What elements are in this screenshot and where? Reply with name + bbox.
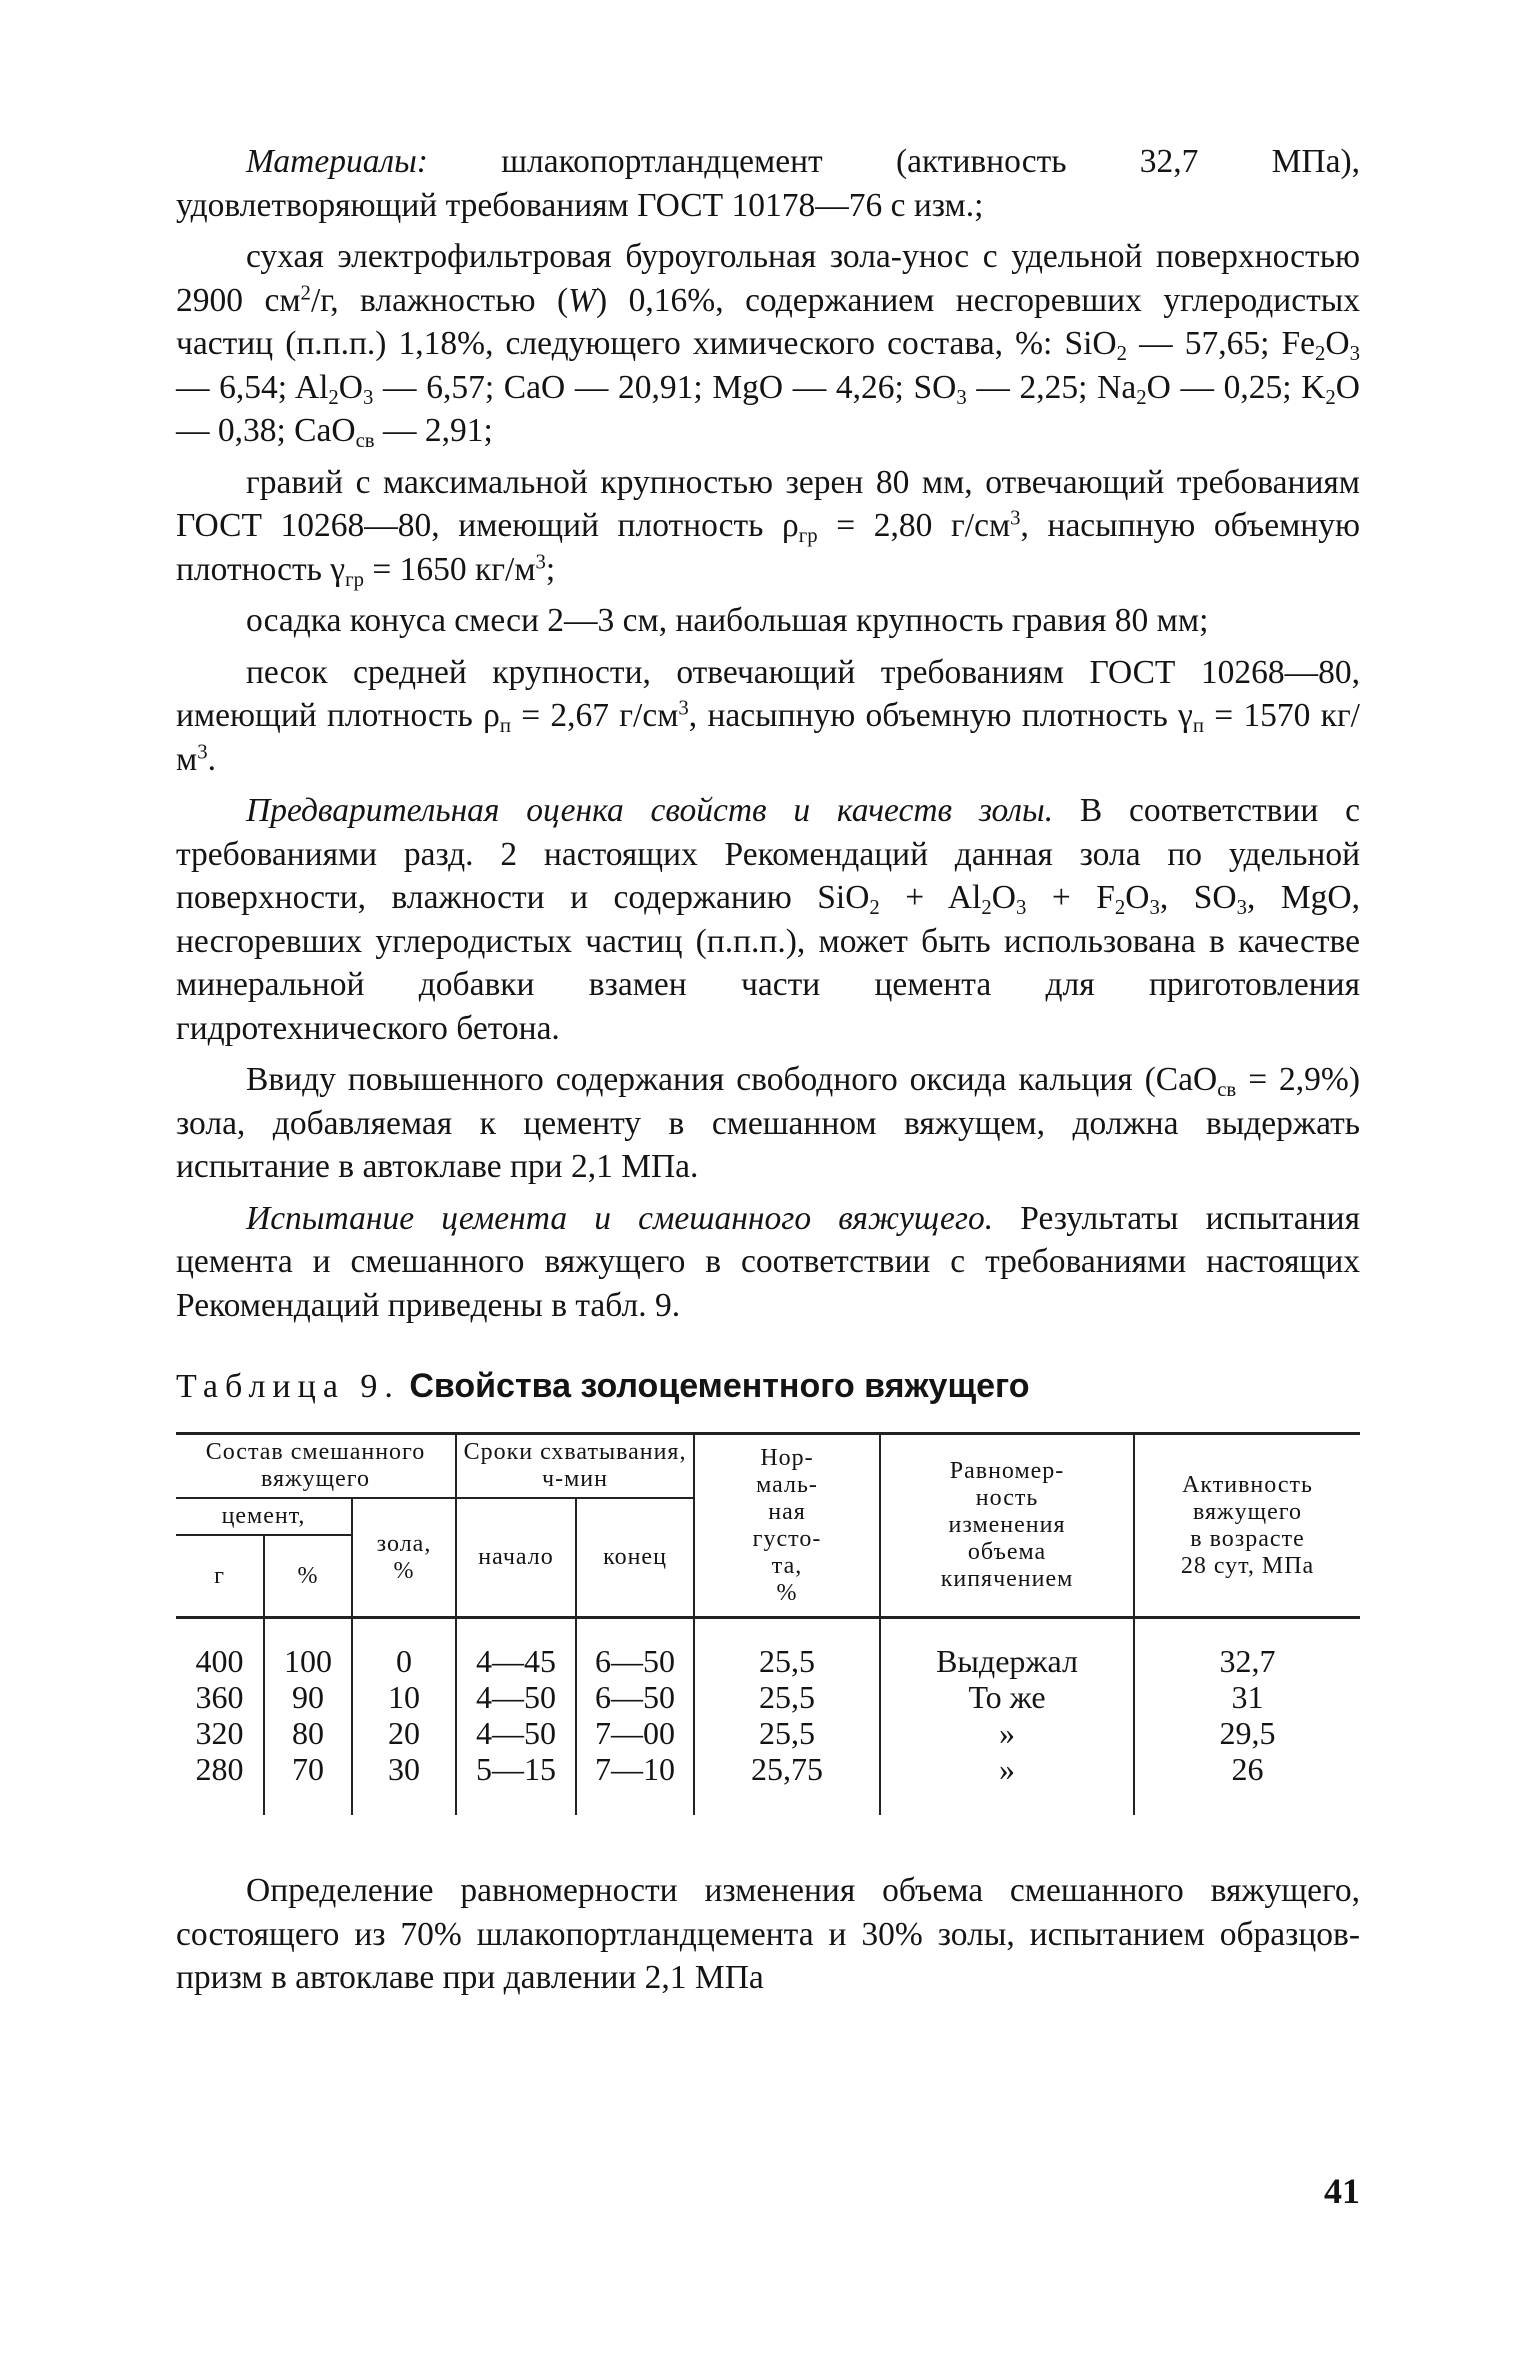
- cell-setting-start: 4—45 4—50 4—50 5—15: [456, 1618, 576, 1816]
- materials-label: Материалы:: [246, 143, 428, 180]
- header-cement-g: г: [176, 1535, 264, 1618]
- header-cement: цемент,: [176, 1498, 352, 1535]
- header-ash: зола, %: [352, 1498, 456, 1618]
- table-caption-title: Свойства золоцементного вяжущего: [409, 1367, 1030, 1405]
- properties-table: [176, 1432, 1360, 1815]
- cell-cement-g: 400 360 320 280: [195, 1643, 244, 1787]
- paragraph-gravel: гравий с максимальной крупностью зерен 80 мм, отвечающий требованиям ГОСТ 10268—80, имеющий плотность $\rho_{гр} = 2,80$ $г/см^3$, насыпную объемную плотность $\gamma_{гр} = 1650$ $кг/м^3$;: [176, 463, 1360, 591]
- header-cement-pct: %: [264, 1535, 352, 1618]
- paragraph-free-lime: Ввиду повышенного содержания свободного оксида кальция (CaO$_{св}$ = 2,9%) зола, добавляемая к цементу в смешанном вяжущем, должна выдержать испытание в автоклаве при 2,1 МПа.: [176, 1061, 1360, 1185]
- paragraph-slump: осадка конуса смеси 2—3 см, наибольшая крупность гравия 80 мм;: [246, 602, 1209, 639]
- cell-setting-end: 6—50 6—50 7—00 7—10: [576, 1618, 694, 1816]
- section-heading-cement-test: Испытание цемента и смешанного вяжущего.: [246, 1199, 994, 1237]
- page-number: 41: [1324, 2171, 1360, 2211]
- cell-ash-pct: 0 10 20 30: [352, 1618, 456, 1816]
- table-row: [176, 1618, 1360, 1816]
- paragraph-preliminary-assessment: Предварительная оценка свойств и качеств золы. В соответствии с требованиями разд. 2 настоящих Рекомендаций данная зола по удельной поверхности, влажности и содержанию $SiO_2 + Al_2O_3 + F_2O_3$, $SO_3$, MgO, несгоревших углеродистых частиц (п.п.п.), может быть использована в качестве минеральной добавки взамен части цемента для приготовления гидротехнического бетона.: [176, 792, 1360, 1047]
- cell-cement-pct: 100 90 80 70: [264, 1618, 352, 1816]
- header-uniformity: Равномер- ность изменения объема кипячением: [880, 1434, 1134, 1618]
- cell-activity: 32,7 31 29,5 26: [1134, 1618, 1360, 1816]
- section-heading-preliminary: Предварительная оценка свойств и качеств золы.: [246, 792, 1054, 829]
- paragraph-sand: песок средней крупности, отвечающий требованиям ГОСТ 10268—80, имеющий плотность $\rho_п = 2,67$ $г/см^3$, насыпную объемную плотность $\gamma_п = 1570$ $кг/м^3$.: [176, 653, 1360, 778]
- document-page: [176, 140, 1361, 2211]
- cell-uniformity: Выдержал То же » »: [880, 1618, 1134, 1816]
- header-start: начало: [456, 1498, 576, 1618]
- paragraph-fly-ash: сухая электрофильтровая буроугольная зола-унос с удельной поверхностью 2900 $см^2/г$, влажностью (W) 0,16%, содержанием несгоревших углеродистых частиц (п.п.п.) 1,18%, следующего химического состава, %: SiO$_2$ — 57,65; $Fe_2O_3$ — 6,54; $Al_2O_3$ — 6,57; CaO — 20,91; MgO — 4,26; $SO_3$ — 2,25; $Na_2O$ — 0,25; $K_2O$ — 0,38; CaO$_{св}$ — 2,91;: [176, 238, 1360, 452]
- header-setting-time: Сроки схватывания, ч-мин: [456, 1434, 694, 1499]
- header-activity: Активность вяжущего в возрасте 28 сут, МПа: [1134, 1434, 1360, 1618]
- paragraph-cement-test: Испытание цемента и смешанного вяжущего. Результаты испытания цемента и смешанного вяжущего в соответствии с требованиями настоящих Рекомендаций приведены в табл. 9.: [176, 1199, 1361, 1324]
- table-caption-label: Таблица 9.: [176, 1368, 400, 1405]
- header-composition: Состав смешанного вяжущего: [176, 1434, 456, 1499]
- paragraph-materials: Материалы: шлакопортландцемент (активность 32,7 МПа), удовлетворяющий требованиям ГОСТ 10178—76 с изм.;: [176, 143, 1360, 224]
- paragraph-uniformity-test: Определение равномерности изменения объема смешанного вяжущего, состоящего из 70% шлакопортландцемента и 30% золы, испытанием образцов-призм в автоклаве при давлении 2,1 МПа: [176, 1872, 1360, 1996]
- table-caption: [176, 1367, 1360, 1406]
- header-end: конец: [576, 1498, 694, 1618]
- cell-consistency: 25,5 25,5 25,5 25,75: [694, 1618, 880, 1816]
- header-consistency: Нор- маль- ная густо- та, %: [694, 1434, 880, 1618]
